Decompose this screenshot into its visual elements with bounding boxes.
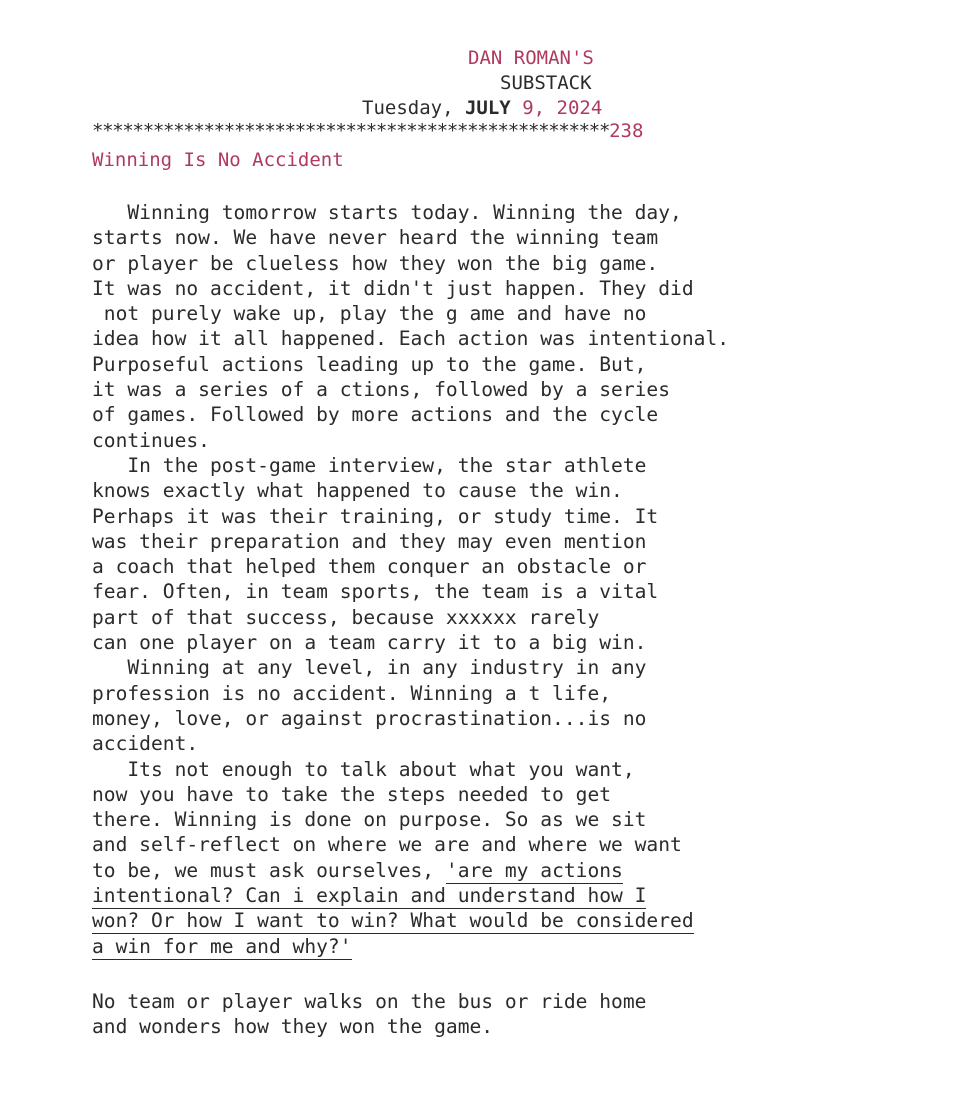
body-line: starts now. We have never heard the winning team (92, 226, 659, 250)
closing-line: and wonders how they won the game. (92, 1015, 494, 1039)
body-line: there. Winning is done on purpose. So as we sit (92, 808, 647, 832)
article-body (92, 200, 962, 1040)
date-rest: 9, 2024 (522, 97, 603, 119)
question-line (92, 908, 962, 933)
body-line: or player be clueless how they won the big game. (92, 251, 659, 275)
question-line (92, 858, 962, 883)
body-line: Winning at any level, in any industry in any (92, 656, 647, 680)
question-lead: to be, we must ask ourselves, (92, 858, 446, 882)
paragraph-gap (92, 959, 962, 989)
underlined-question: won? Or how I want to win? What would be considered (92, 909, 694, 933)
body-line: In the post-game interview, the star athlete (92, 453, 647, 477)
body-line: It was no accident, it didn't just happen. They did (92, 276, 694, 300)
separator-stars: *************************************************** (92, 120, 610, 142)
article-title: Winning Is No Accident (92, 149, 344, 171)
body-line: a coach that helped them conquer an obstacle or (92, 555, 647, 579)
body-line: Winning tomorrow starts today. Winning the day, (92, 201, 682, 224)
question-line (92, 934, 962, 959)
body-line: idea how it all happened. Each action was intentional. (92, 327, 730, 351)
body-line: Purposeful actions leading up to the game. But, (92, 352, 647, 376)
body-line: can one player on a team carry it to a big win. (92, 631, 647, 655)
body-line: part of that success, because xxxxxx rarely (92, 605, 600, 629)
question-line (92, 883, 962, 908)
body-line: continues. (92, 428, 210, 452)
publication-date (362, 97, 602, 119)
body-line: Its not enough to talk about what you want, (92, 757, 635, 781)
underlined-question: intentional? Can i explain and understand how I (92, 884, 647, 908)
body-line: Perhaps it was their training, or study time. It (92, 504, 659, 528)
closing-line: No team or player walks on the bus or ride home (92, 989, 647, 1013)
body-line: was their preparation and they may even mention (92, 529, 647, 553)
body-line: profession is no accident. Winning a t life, (92, 681, 612, 705)
separator-line (92, 120, 643, 142)
body-line: fear. Often, in team sports, the team is a vital (92, 580, 659, 604)
body-line: it was a series of a ctions, followed by a series (92, 378, 671, 402)
body-line: money, love, or against procrastination...is no (92, 706, 647, 730)
body-line: now you have to take the steps needed to get (92, 782, 612, 806)
underlined-question: a win for me and why?' (92, 934, 352, 958)
date-day: Tuesday, (362, 97, 454, 119)
issue-number: 238 (609, 120, 644, 142)
underlined-question: 'are my actions (445, 858, 623, 882)
publication-name: SUBSTACK (500, 72, 592, 94)
body-line: of games. Followed by more actions and the cycle (92, 403, 659, 427)
body-line: and self-reflect on where we are and where we want (92, 833, 682, 857)
author-name: DAN ROMAN'S (468, 47, 594, 69)
date-month: JULY (464, 97, 511, 119)
body-line: not purely wake up, play the g ame and have no (92, 302, 647, 326)
body-line: accident. (92, 732, 199, 756)
body-line: knows exactly what happened to cause the win. (92, 479, 623, 503)
